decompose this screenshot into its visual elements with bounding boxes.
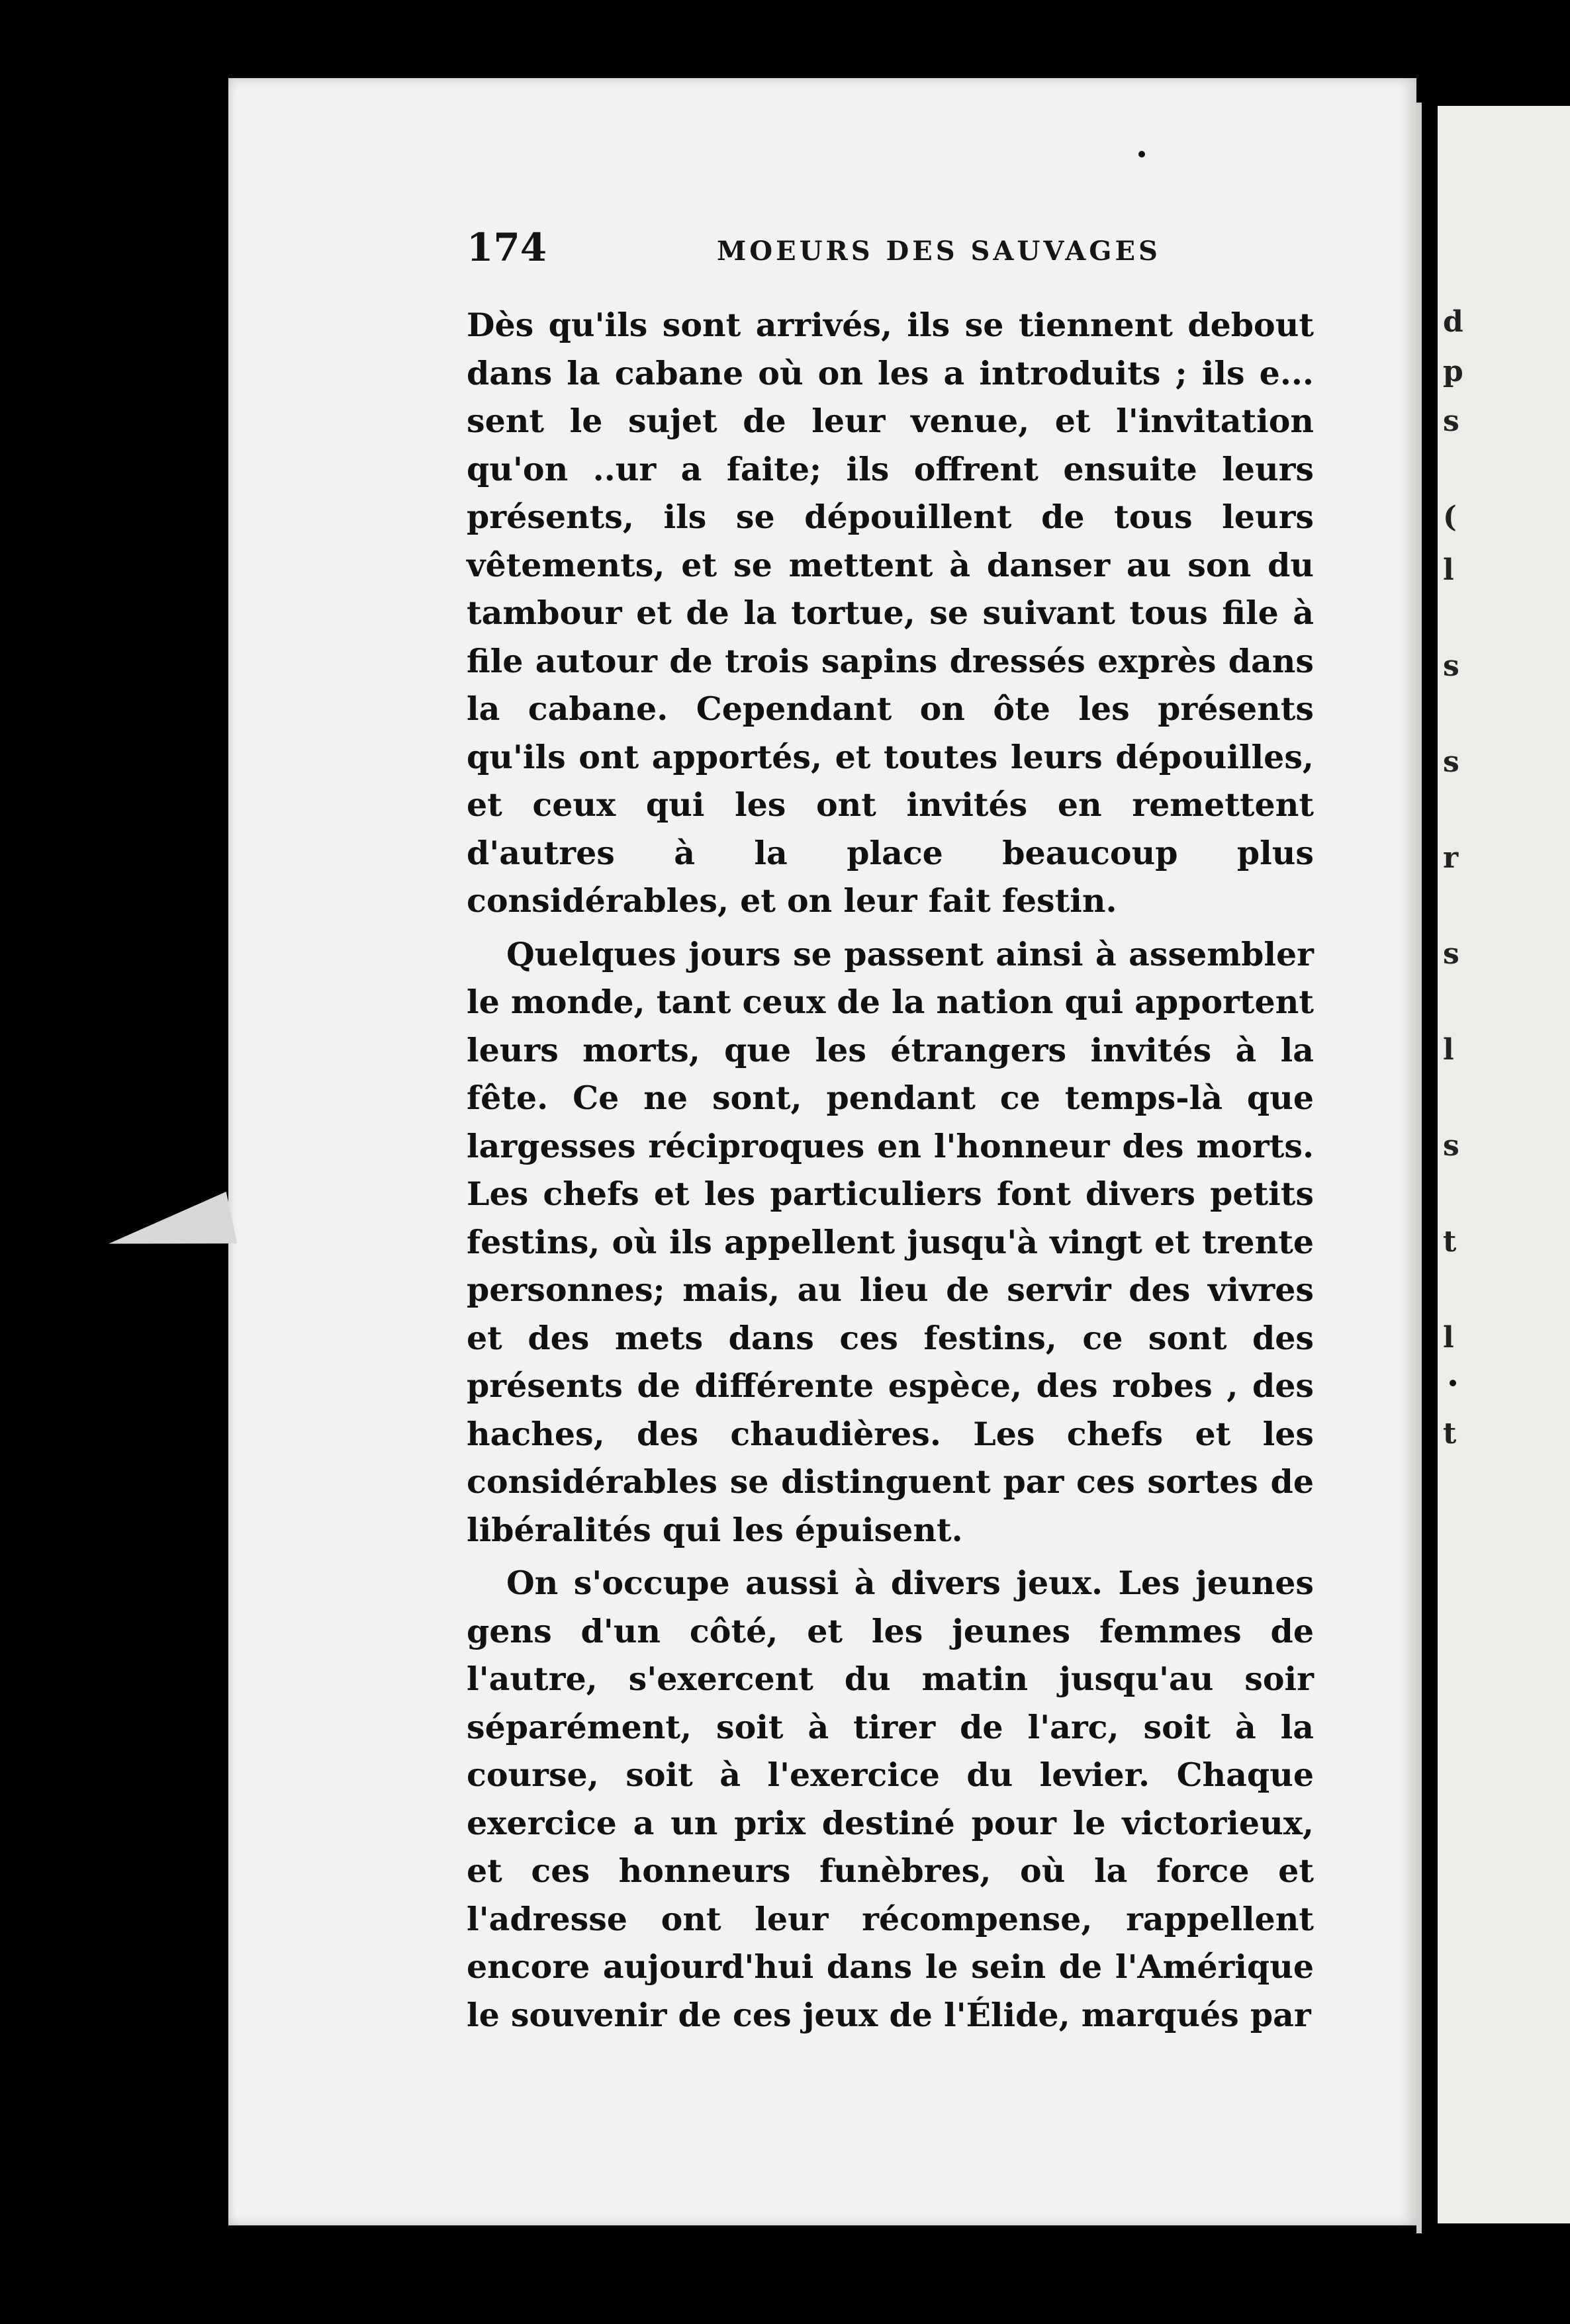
facing-page-letter: s — [1443, 649, 1459, 683]
facing-page-letter: p — [1443, 355, 1463, 388]
page-edge — [1416, 103, 1422, 2233]
facing-page-letter: t — [1443, 1417, 1457, 1451]
facing-page-letter: ( — [1443, 500, 1457, 534]
facing-page-letter: d — [1443, 305, 1463, 339]
facing-page-letter: s — [1443, 1129, 1459, 1163]
running-head: MOEURS DES SAUVAGES — [717, 236, 1161, 267]
body-text — [467, 301, 1314, 2039]
facing-page-letter: s — [1443, 745, 1459, 779]
facing-page-letter: l — [1443, 553, 1454, 587]
paragraph: Dès qu'ils sont arrivés, ils se tiennent debout dans la cabane où on les a introduits ; ils e... sent le sujet de leur venue, et l'invitation qu'on ..ur a faite; ils offrent ensuite leurs présents, ils se dépouillent de tous leurs vêtements, et se mettent à danser au son du tambour et de la tortue, se suivant tous file à file autour de trois sapins dressés exprès dans la cabane. Cependant on ôte les présents qu'ils ont apportés, et toutes leurs dépouilles, et ceux qui les ont invités en remettent d'autres à la place beaucoup plus considérables, et on leur fait festin. — [467, 306, 1314, 920]
facing-page-letter: s — [1443, 937, 1459, 971]
facing-page-letter: l — [1443, 1321, 1454, 1355]
facing-page-letter: r — [1443, 841, 1459, 875]
facing-page-letter: s — [1443, 404, 1459, 438]
ink-speck — [1138, 151, 1145, 157]
crop-marker — [103, 1192, 237, 1270]
page-number: 174 — [467, 225, 547, 270]
facing-page-letter: t — [1443, 1225, 1457, 1259]
facing-page-letter: l — [1443, 1033, 1454, 1067]
paragraph: On s'occupe aussi à divers jeux. Les jeunes gens d'un côté, et les jeunes femmes de l'autre, s'exercent du matin jusqu'au soir séparément, soit à tirer de l'arc, soit à la course, soit à l'exercice du levier. Chaque exercice a un prix destiné pour le victorieux, et ces honneurs funèbres, où la force et l'adresse ont leur récompense, rappellent encore aujourd'hui dans le sein de l'Amérique le souvenir de ces jeux de l'Élide, marqués par — [467, 1564, 1314, 2034]
paragraph: Quelques jours se passent ainsi à assembler le monde, tant ceux de la nation qui apportent leurs morts, que les étrangers invités à la fête. Ce ne sont, pendant ce temps-là que largesses réciproques en l'honneur des morts. Les chefs et les particuliers font divers petits festins, où ils appellent jusqu'à vingt et trente personnes; mais, au lieu de servir des vivres et des mets dans ces festins, ce sont des présents de différente espèce, des robes , des haches, des chaudières. Les chefs et les considérables se distinguent par ces sortes de libéralités qui les épuisent. — [467, 934, 1314, 1549]
page-header — [467, 225, 1317, 278]
ink-speck — [1450, 1380, 1456, 1386]
